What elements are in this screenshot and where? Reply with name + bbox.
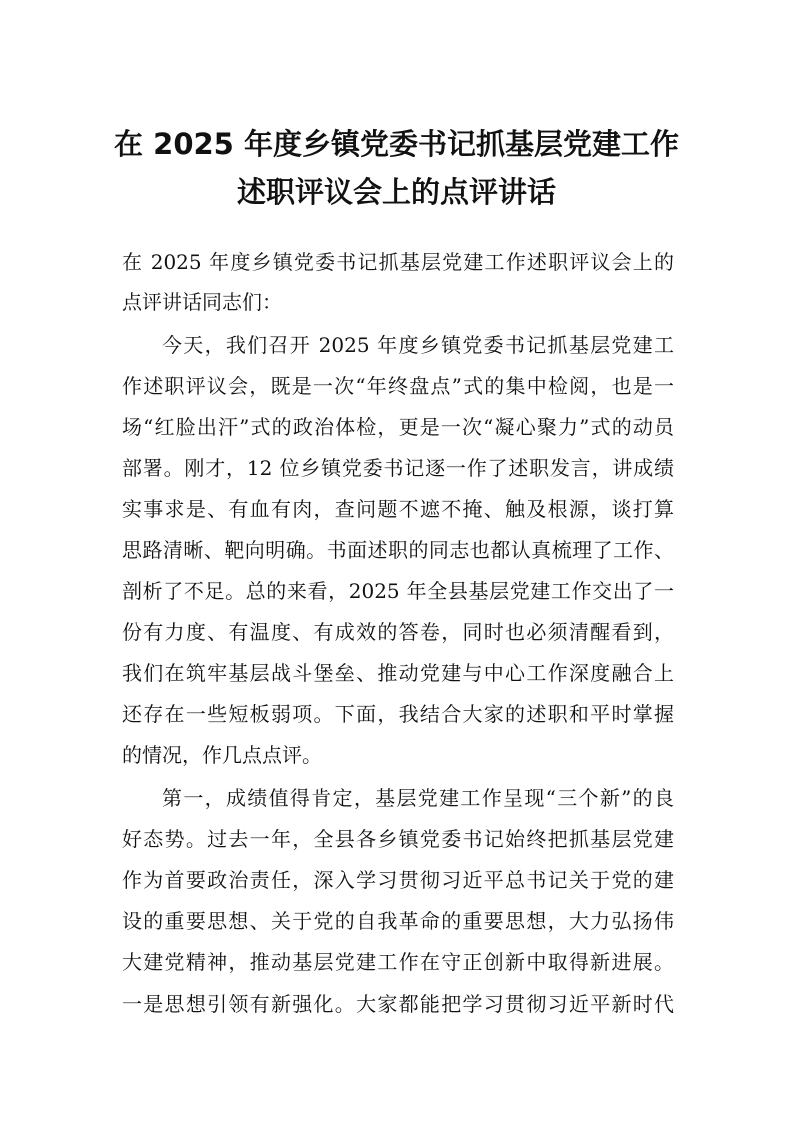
body-line: 设的重要思想、关于党的自我革命的重要思想，大力弘扬伟 xyxy=(122,909,674,933)
body-line: 作为首要政治责任，深入学习贯彻习近平总书记关于党的建 xyxy=(122,868,674,892)
body-line: 部署。刚才，12 位乡镇党委书记逐一作了述职发言，讲成绩 xyxy=(122,456,674,480)
body-line: 我们在筑牢基层战斗堡垒、推动党建与中心工作深度融合上 xyxy=(122,661,674,685)
body-line: 剖析了不足。总的来看，2025 年全县基层党建工作交出了一 xyxy=(122,579,674,603)
body-line: 思路清晰、靶向明确。书面述职的同志也都认真梳理了工作、 xyxy=(122,538,674,562)
body-line: 场“红脸出汗”式的政治体检，更是一次“凝心聚力”式的动员 xyxy=(122,415,674,439)
document-title-line-1: 在 2025 年度乡镇党委书记抓基层党建工作 xyxy=(114,127,679,161)
body-line: 好态势。过去一年，全县各乡镇党委书记始终把抓基层党建 xyxy=(122,827,674,851)
body-line: 点评讲话同志们： xyxy=(122,290,282,314)
body-line: 的情况，作几点点评。 xyxy=(122,743,322,767)
body-line: 还存在一些短板弱项。下面，我结合大家的述职和平时掌握 xyxy=(122,702,674,726)
body-line: 实事求是、有血有肉，查问题不遮不掩、触及根源，谈打算 xyxy=(122,497,674,521)
body-line: 份有力度、有温度、有成效的答卷，同时也必须清醒看到， xyxy=(122,620,674,644)
body-line: 大建党精神，推动基层党建工作在守正创新中取得新进展。 xyxy=(122,950,674,974)
body-line: 在 2025 年度乡镇党委书记抓基层党建工作述职评议会上的 xyxy=(122,250,674,274)
body-line: 作述职评议会，既是一次“年终盘点”式的集中检阅，也是一 xyxy=(122,374,674,398)
body-line: 一是思想引领有新强化。大家都能把学习贯彻习近平新时代 xyxy=(122,992,674,1016)
body-line: 第一，成绩值得肯定，基层党建工作呈现“三个新”的良 xyxy=(162,786,674,810)
document-title-line-2: 述职评议会上的点评讲话 xyxy=(236,175,556,209)
body-line: 今天，我们召开 2025 年度乡镇党委书记抓基层党建工 xyxy=(162,333,674,357)
